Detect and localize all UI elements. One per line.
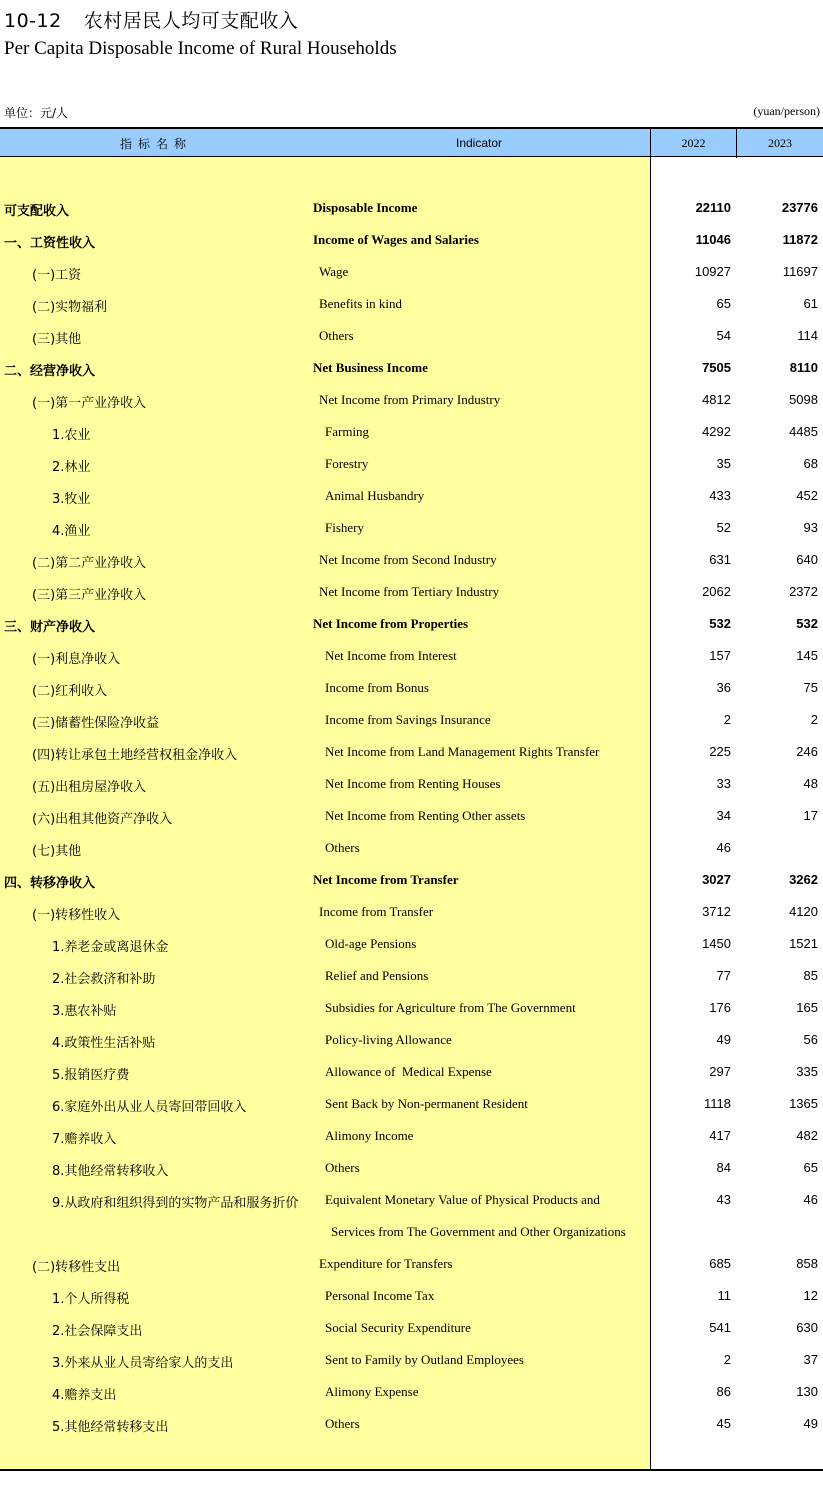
row-label-en: Expenditure for Transfers: [319, 1256, 453, 1271]
value-2023: 858: [796, 1256, 818, 1271]
value-2023: 2: [810, 712, 818, 727]
table-row: [0, 959, 823, 991]
row-label-en: Others: [325, 1160, 360, 1175]
row-label-en: Net Income from Renting Houses: [325, 776, 501, 791]
header-indicator-en: Indicator: [456, 136, 503, 150]
row-label-cn: 2.林业: [52, 460, 91, 475]
header-indicator-cn: 指标名称: [120, 137, 193, 151]
row-label-cn: 1.养老金或离退休金: [52, 940, 169, 955]
row-label-cn: 4.渔业: [52, 524, 91, 539]
table-row: [0, 447, 823, 479]
unit-label-cn: 单位：元/人: [4, 106, 69, 120]
unit-label-en: (yuan/person): [753, 104, 820, 118]
row-label-cn: (一)工资: [32, 268, 82, 283]
value-2023: 5098: [789, 392, 818, 407]
value-2022: 2062: [702, 584, 731, 599]
table-row: [0, 1279, 823, 1311]
row-label-cn: 二、经营净收入: [4, 364, 96, 379]
row-label-cn: 2.社会救济和补助: [52, 972, 156, 987]
table-bottom-rule: [0, 1469, 823, 1471]
value-2023: 1521: [789, 936, 818, 951]
table-row: [0, 543, 823, 575]
value-2022: 433: [709, 488, 731, 503]
table-row: [0, 1055, 823, 1087]
value-2022: 631: [709, 552, 731, 567]
value-2023: 68: [803, 456, 818, 471]
row-label-en: Income from Transfer: [319, 904, 434, 919]
row-label-cn: (四)转让承包土地经营权租金净收入: [32, 748, 238, 763]
table-row: [0, 479, 823, 511]
value-2023: 482: [796, 1128, 818, 1143]
value-2022: 54: [716, 328, 731, 343]
value-2023: 61: [803, 296, 818, 311]
value-2023: 1365: [789, 1096, 818, 1111]
row-label-en: Equivalent Monetary Value of Physical Products and: [325, 1192, 600, 1207]
value-2023: 56: [803, 1032, 818, 1047]
row-label-en: Net Income from Properties: [313, 616, 469, 631]
row-label-en: Income from Bonus: [325, 680, 429, 695]
table-title-en: Per Capita Disposable Income of Rural Households: [4, 38, 397, 59]
row-label-cn: 9.从政府和组织得到的实物产品和服务折价: [52, 1196, 299, 1211]
value-2023: 11872: [782, 232, 818, 247]
value-2023: 165: [796, 1000, 818, 1015]
table-row: [0, 1023, 823, 1055]
row-label-cn: (六)出租其他资产净收入: [32, 812, 173, 827]
row-label-en: Net Income from Renting Other assets: [325, 808, 526, 823]
value-2023: 246: [796, 744, 818, 759]
value-2022: 541: [709, 1320, 731, 1335]
row-label-en: Benefits in kind: [319, 296, 403, 311]
value-2022: 3712: [702, 904, 731, 919]
value-2022: 11046: [695, 232, 731, 247]
value-2023: 4120: [789, 904, 818, 919]
row-label-cn: 四、转移净收入: [4, 876, 96, 891]
table-code: 10-12: [4, 10, 62, 32]
value-2023: 37: [803, 1352, 818, 1367]
value-2023: 532: [796, 616, 818, 631]
table-row: [0, 1151, 823, 1183]
table-row: [0, 1247, 823, 1279]
row-label-en: Others: [325, 840, 360, 855]
value-2023: 93: [803, 520, 818, 535]
value-2023: 640: [796, 552, 818, 567]
row-label-cn: 可支配收入: [4, 204, 70, 219]
value-2022: 4812: [702, 392, 731, 407]
value-2023: 4485: [789, 424, 818, 439]
row-label-cn: 3.惠农补贴: [52, 1004, 117, 1019]
table-row: [0, 383, 823, 415]
row-label-en: Net Income from Interest: [325, 648, 457, 663]
table-title-cn: [4, 6, 298, 33]
table-row: [0, 735, 823, 767]
table-row: [0, 319, 823, 351]
value-2022: 46: [716, 840, 731, 855]
row-label-en: Subsidies for Agriculture from The Government: [325, 1000, 576, 1015]
value-2022: 157: [709, 648, 731, 663]
value-2023: 65: [803, 1160, 818, 1175]
data-table-body: [0, 191, 823, 1439]
row-label-en: Services from The Government and Other Organizations: [331, 1224, 626, 1239]
row-label-en: Net Income from Second Industry: [319, 552, 497, 567]
value-2023: 145: [796, 648, 818, 663]
row-label-cn: 5.其他经常转移支出: [52, 1420, 169, 1435]
row-label-en: Social Security Expenditure: [325, 1320, 471, 1335]
row-label-en: Alimony Expense: [325, 1384, 419, 1399]
row-label-en: Sent to Family by Outland Employees: [325, 1352, 524, 1367]
value-2022: 33: [716, 776, 731, 791]
value-2022: 2: [723, 1352, 731, 1367]
table-row: [0, 255, 823, 287]
table-title-cn-text: 农村居民人均可支配收入: [83, 10, 299, 32]
value-2022: 35: [716, 456, 731, 471]
row-label-cn: 6.家庭外出从业人员寄回带回收入: [52, 1100, 247, 1115]
row-label-cn: 7.赡养收入: [52, 1132, 117, 1147]
row-label-cn: 三、财产净收入: [4, 620, 96, 635]
table-row: [0, 767, 823, 799]
value-2022: 417: [709, 1128, 731, 1143]
value-2023: 17: [803, 808, 818, 823]
table-row: [0, 799, 823, 831]
value-2023: 130: [796, 1384, 818, 1399]
value-2023: 75: [803, 680, 818, 695]
row-label-en: Others: [325, 1416, 360, 1431]
value-2022: 86: [716, 1384, 731, 1399]
table-row: [0, 1407, 823, 1439]
table-row: [0, 351, 823, 383]
value-2022: 45: [716, 1416, 731, 1431]
row-label-cn: 一、工资性收入: [4, 236, 96, 251]
row-label-en: Net Business Income: [313, 360, 428, 375]
value-2022: 22110: [695, 200, 731, 215]
row-label-cn: (二)红利收入: [32, 684, 108, 699]
row-label-cn: 2.社会保障支出: [52, 1324, 143, 1339]
value-2022: 685: [709, 1256, 731, 1271]
value-2022: 34: [716, 808, 731, 823]
table-row: [0, 1343, 823, 1375]
table-row: [0, 575, 823, 607]
table-row: [0, 511, 823, 543]
value-2022: 532: [709, 616, 731, 631]
table-row: [0, 831, 823, 863]
value-2023: 335: [796, 1064, 818, 1079]
row-label-en: Farming: [325, 424, 370, 439]
table-row: [0, 863, 823, 895]
table-row: [0, 607, 823, 639]
row-label-cn: (三)储蓄性保险净收益: [32, 716, 160, 731]
value-2022: 176: [709, 1000, 731, 1015]
row-label-en: Wage: [319, 264, 349, 279]
row-label-en: Alimony Income: [325, 1128, 414, 1143]
row-label-cn: (一)利息净收入: [32, 652, 121, 667]
value-2022: 52: [716, 520, 731, 535]
row-label-cn: (三)其他: [32, 332, 82, 347]
value-2023: 85: [803, 968, 818, 983]
table-row-continuation: [0, 1215, 823, 1247]
table-row: [0, 895, 823, 927]
value-2022: 225: [709, 744, 731, 759]
value-2022: 43: [716, 1192, 731, 1207]
row-label-en: Others: [319, 328, 354, 343]
value-2022: 4292: [702, 424, 731, 439]
table-row: [0, 639, 823, 671]
header-year-2022: 2022: [681, 136, 706, 150]
value-2023: 46: [803, 1192, 818, 1207]
table-row: [0, 287, 823, 319]
row-label-cn: 3.外来从业人员寄给家人的支出: [52, 1356, 234, 1371]
row-label-cn: 4.赡养支出: [52, 1388, 117, 1403]
row-label-en: Allowance of Medical Expense: [325, 1064, 492, 1079]
table-row: [0, 415, 823, 447]
row-label-cn: (七)其他: [32, 844, 82, 859]
row-label-en: Income from Savings Insurance: [325, 712, 491, 727]
row-label-en: Fishery: [325, 520, 364, 535]
table-row: [0, 1375, 823, 1407]
value-2022: 1450: [702, 936, 731, 951]
value-2022: 297: [709, 1064, 731, 1079]
row-label-cn: 8.其他经常转移收入: [52, 1164, 169, 1179]
row-label-en: Net Income from Tertiary Industry: [319, 584, 500, 599]
row-label-en: Sent Back by Non-permanent Resident: [325, 1096, 528, 1111]
value-2023: 49: [803, 1416, 818, 1431]
row-label-en: Personal Income Tax: [325, 1288, 435, 1303]
row-label-cn: 5.报销医疗费: [52, 1068, 130, 1083]
value-2022: 1118: [704, 1096, 731, 1111]
row-label-cn: 1.农业: [52, 428, 91, 443]
table-row: [0, 1183, 823, 1215]
value-2022: 77: [716, 968, 731, 983]
row-label-cn: 4.政策性生活补贴: [52, 1036, 156, 1051]
row-label-cn: (五)出租房屋净收入: [32, 780, 147, 795]
column-divider-years: [736, 127, 737, 158]
row-label-cn: 3.牧业: [52, 492, 91, 507]
table-header: [0, 127, 823, 157]
table-row: [0, 991, 823, 1023]
value-2023: 12: [803, 1288, 818, 1303]
value-2022: 84: [716, 1160, 731, 1175]
row-label-cn: (二)实物福利: [32, 300, 108, 315]
value-2023: 452: [796, 488, 818, 503]
value-2022: 2: [723, 712, 731, 727]
value-2022: 3027: [702, 872, 731, 887]
row-label-en: Relief and Pensions: [325, 968, 429, 983]
table-row: [0, 191, 823, 223]
table-row: [0, 1119, 823, 1151]
table-row: [0, 927, 823, 959]
value-2023: 3262: [789, 872, 818, 887]
row-label-en: Net Income from Land Management Rights Transfer: [325, 744, 600, 759]
row-label-en: Net Income from Transfer: [313, 872, 459, 887]
row-label-en: Animal Husbandry: [325, 488, 425, 503]
value-2023: 114: [797, 328, 818, 343]
row-label-en: Disposable Income: [313, 200, 418, 215]
table-row: [0, 1311, 823, 1343]
row-label-en: Policy-living Allowance: [325, 1032, 452, 1047]
row-label-en: Income of Wages and Salaries: [313, 232, 479, 247]
value-2022: 11: [717, 1288, 731, 1303]
value-2022: 65: [716, 296, 731, 311]
row-label-cn: (一)第一产业净收入: [32, 396, 147, 411]
value-2022: 36: [716, 680, 731, 695]
value-2023: 23776: [781, 200, 818, 215]
value-2023: 8110: [789, 360, 818, 375]
value-2022: 49: [716, 1032, 731, 1047]
value-2023: 2372: [789, 584, 818, 599]
row-label-en: Forestry: [325, 456, 369, 471]
table-row: [0, 703, 823, 735]
value-2023: 11697: [782, 264, 818, 279]
value-2022: 10927: [694, 264, 731, 279]
row-label-cn: (二)转移性支出: [32, 1260, 121, 1275]
table-row: [0, 1087, 823, 1119]
row-label-en: Net Income from Primary Industry: [319, 392, 501, 407]
row-label-cn: (一)转移性收入: [32, 908, 121, 923]
value-2023: 48: [803, 776, 818, 791]
row-label-cn: 1.个人所得税: [52, 1292, 130, 1307]
row-label-en: Old-age Pensions: [325, 936, 417, 951]
table-row: [0, 671, 823, 703]
value-2022: 7505: [702, 360, 731, 375]
row-label-cn: (二)第二产业净收入: [32, 556, 147, 571]
value-2023: 630: [796, 1320, 818, 1335]
table-row: [0, 223, 823, 255]
row-label-cn: (三)第三产业净收入: [32, 588, 147, 603]
header-year-2023: 2023: [768, 136, 792, 150]
